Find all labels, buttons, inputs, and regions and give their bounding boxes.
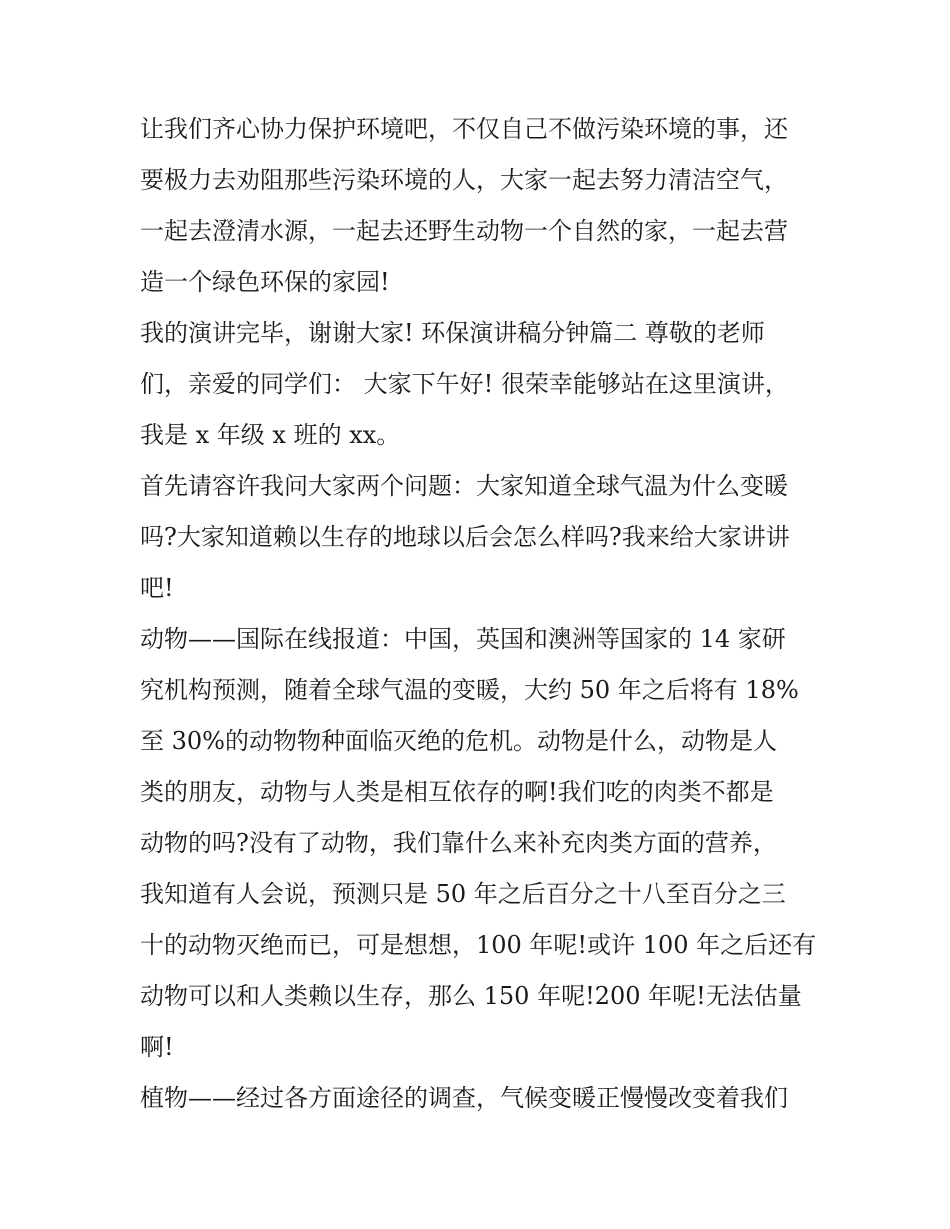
text-line: 至 30%的动物物种面临灭绝的危机。动物是什么，动物是人 [140, 727, 777, 755]
text-line: 们，亲爱的同学们： 大家下午好! 很荣幸能够站在这里演讲， [140, 370, 789, 398]
text-line: 一起去澄清水源，一起去还野生动物一个自然的家，一起去营 [140, 217, 788, 245]
text-line: 要极力去劝阻那些污染环境的人，大家一起去努力清洁空气， [140, 166, 788, 194]
text-line: 我的演讲完毕，谢谢大家! 环保演讲稿分钟篇二 尊敬的老师 [140, 319, 765, 347]
text-line: 让我们齐心协力保护环境吧，不仅自己不做污染环境的事，还 [140, 115, 788, 143]
text-line: 动物的吗?没有了动物，我们靠什么来补充肉类方面的营养， [140, 829, 777, 857]
text-line: 植物——经过各方面途径的调查，气候变暖正慢慢改变着我们 [140, 1084, 788, 1112]
text-line: 啊! [140, 1033, 174, 1061]
text-line: 究机构预测，随着全球气温的变暖，大约 50 年之后将有 18% [140, 676, 799, 704]
text-line: 动物——国际在线报道：中国，英国和澳洲等国家的 14 家研 [140, 625, 786, 653]
text-line: 我是 x 年级 x 班的 xx。 [140, 421, 401, 449]
text-line: 十的动物灭绝而已，可是想想，100 年呢!或许 100 年之后还有 [140, 931, 817, 959]
text-line: 吗?大家知道赖以生存的地球以后会怎么样吗?我来给大家讲讲 [140, 523, 790, 551]
text-line: 首先请容许我问大家两个问题：大家知道全球气温为什么变暖 [140, 472, 788, 500]
text-line: 类的朋友，动物与人类是相互依存的啊!我们吃的肉类不都是 [140, 778, 774, 806]
text-line: 吧! [140, 574, 174, 602]
document-body [140, 104, 820, 1124]
text-line: 造一个绿色环保的家园! [140, 268, 390, 296]
text-line: 我知道有人会说，预测只是 50 年之后百分之十八至百分之三 [140, 880, 786, 908]
text-line: 动物可以和人类赖以生存，那么 150 年呢!200 年呢!无法估量 [140, 982, 802, 1010]
